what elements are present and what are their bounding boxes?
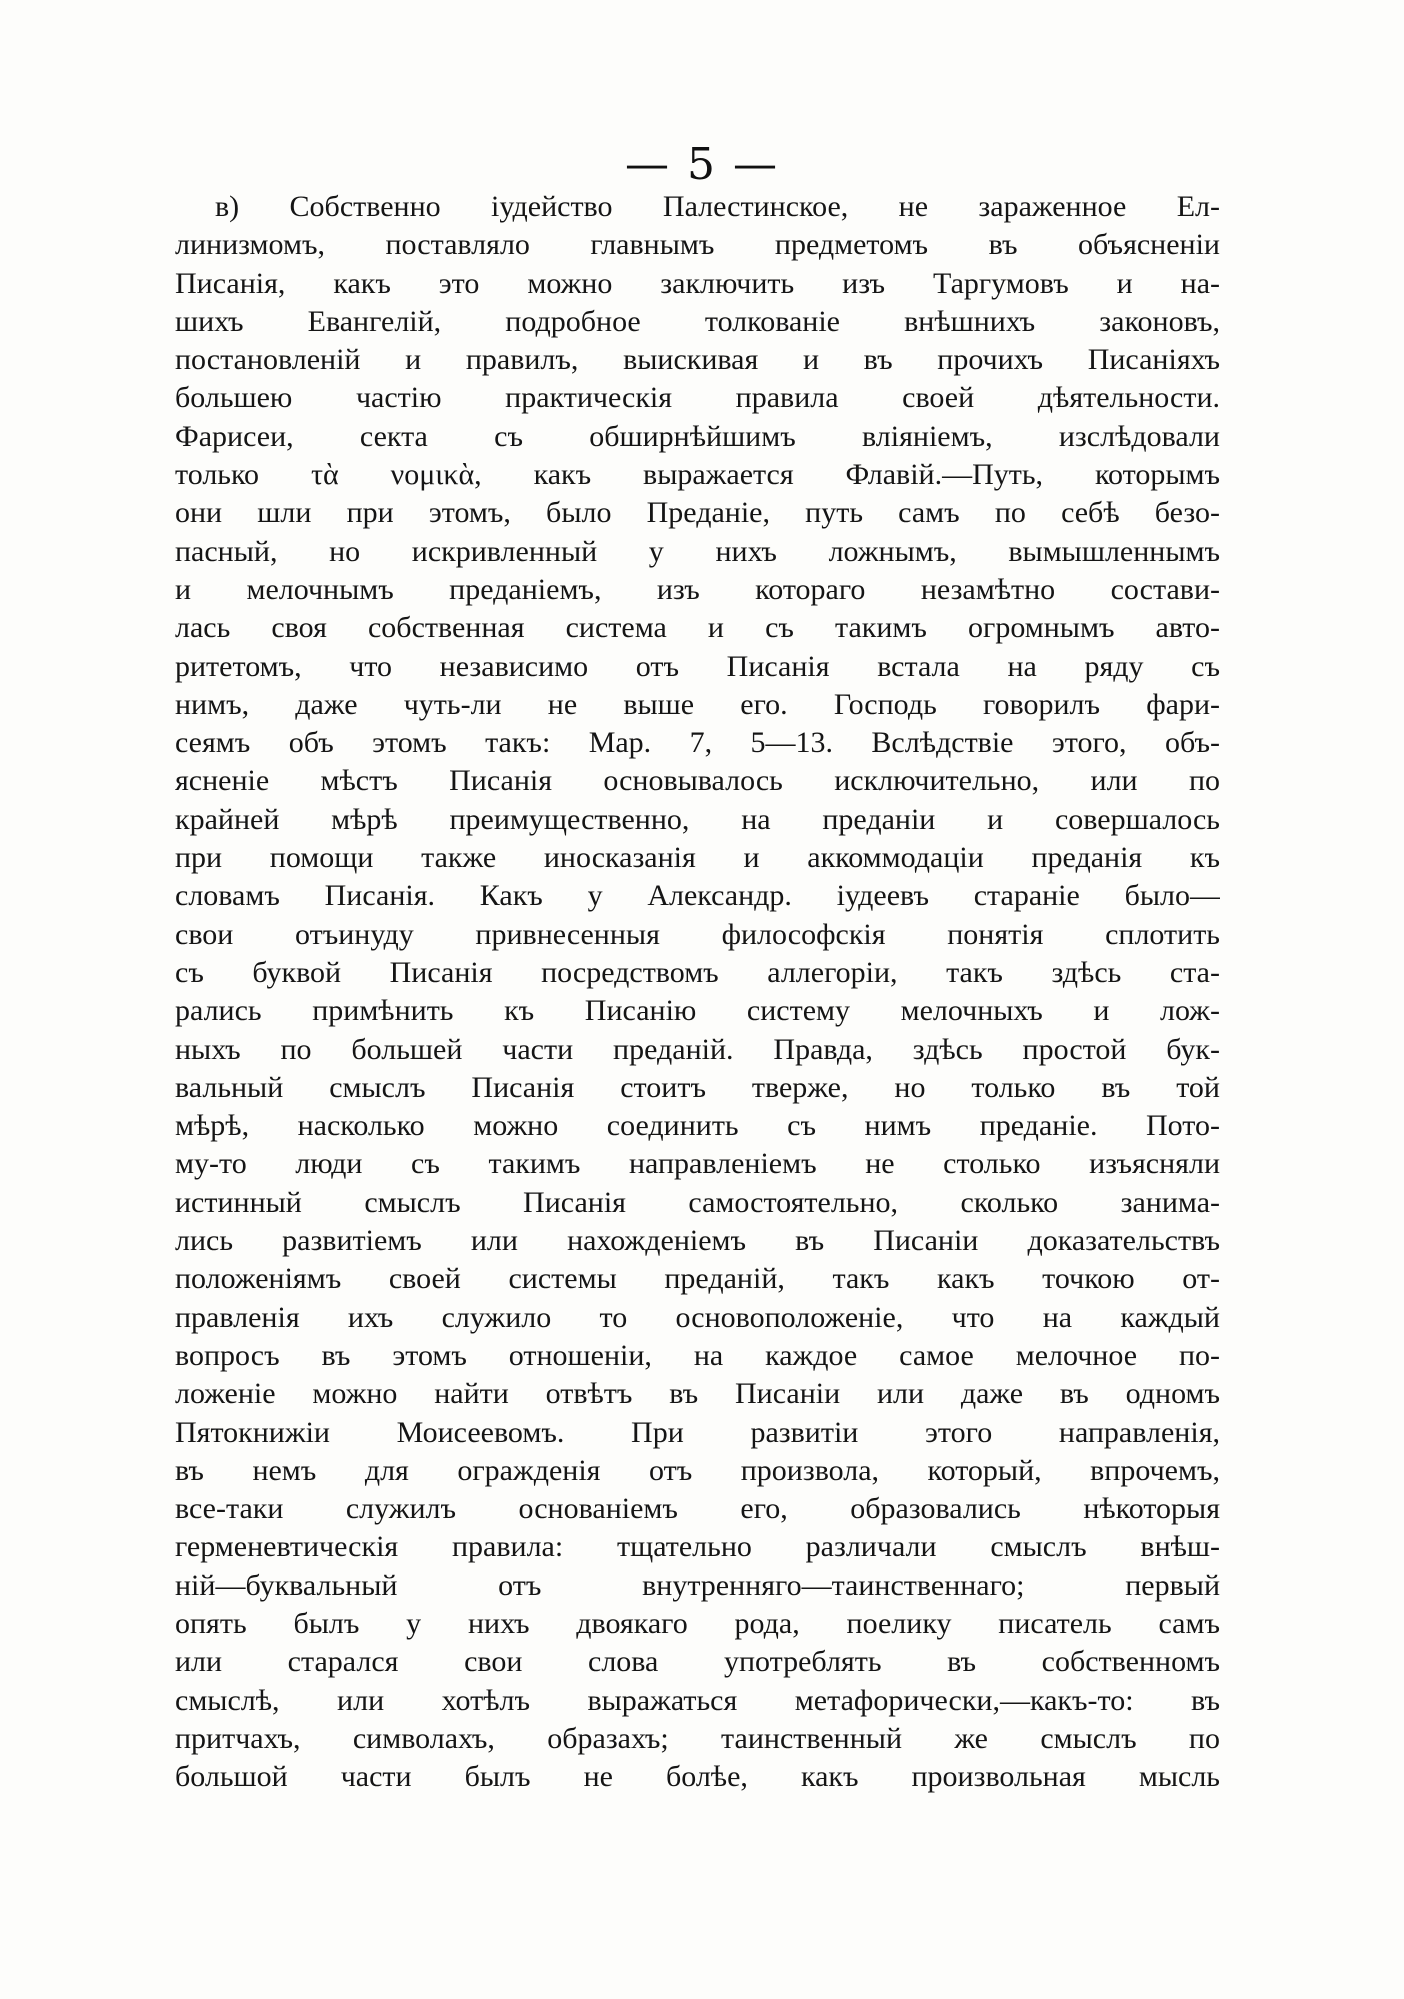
text-line: свои отъинуду привнесенныя философскія понятія сплотить — [175, 917, 1220, 951]
text-line: смыслѣ, или хотѣлъ выражаться метафорически,—какъ-то: въ — [175, 1683, 1220, 1717]
text-line: ритетомъ, что независимо отъ Писанія встала на ряду съ — [175, 649, 1220, 683]
text-line: при помощи также иносказанія и аккоммодаціи преданія къ — [175, 841, 1220, 875]
text-line: постановленій и правилъ, выискивая и въ прочихъ Писаніяхъ — [175, 343, 1220, 377]
body-text — [175, 188, 1220, 1796]
text-line: в) Собственно іудейство Палестинское, не зараженное Ел- — [215, 190, 1220, 223]
text-line: въ немъ для огражденія отъ произвола, который, впрочемъ, — [175, 1453, 1220, 1487]
text-line: нимъ, даже чуть-ли не выше его. Господь говорилъ фари- — [175, 687, 1220, 721]
text-line: му-то люди съ такимъ направленіемъ не столько изъясняли — [175, 1147, 1220, 1181]
text-line: ныхъ по большей части преданій. Правда, здѣсь простой бук- — [175, 1032, 1220, 1066]
text-line: ній—буквальный отъ внутренняго—таинственнаго; первый — [175, 1568, 1220, 1602]
text-line: съ буквой Писанія посредствомъ аллегоріи, такъ здѣсь ста- — [175, 955, 1220, 989]
text-line: Фарисеи, секта съ обширнѣйшимъ вліяніемъ, изслѣдовали — [175, 419, 1220, 453]
text-line: положеніямъ своей системы преданій, такъ какъ точкою от- — [175, 1262, 1220, 1296]
text-line: и мелочнымъ преданіемъ, изъ котораго незамѣтно состави- — [175, 572, 1220, 606]
text-line: притчахъ, символахъ, образахъ; таинственный же смыслъ по — [175, 1721, 1220, 1755]
text-line: ясненіе мѣстъ Писанія основывалось исключительно, или по — [175, 764, 1220, 798]
text-line: сеямъ объ этомъ такъ: Мар. 7, 5—13. Вслѣдствіе этого, объ- — [175, 726, 1220, 760]
text-line: словамъ Писанія. Какъ у Александр. іудеевъ стараніе было— — [175, 879, 1220, 913]
text-line: ложеніе можно найти отвѣтъ въ Писаніи или даже въ одномъ — [175, 1377, 1220, 1411]
text-line: вопросъ въ этомъ отношеніи, на каждое самое мелочное по- — [175, 1338, 1220, 1372]
text-line: правленія ихъ служило то основоположеніе, что на каждый — [175, 1300, 1220, 1334]
text-line: все-таки служилъ основаніемъ его, образовались нѣкоторыя — [175, 1492, 1220, 1526]
text-line: они шли при этомъ, было Преданіе, путь самъ по себѣ безо- — [175, 496, 1220, 530]
text-line: герменевтическія правила: тщательно различали смыслъ внѣш- — [175, 1530, 1220, 1564]
text-line: истинный смыслъ Писанія самостоятельно, сколько занима- — [175, 1185, 1220, 1219]
text-line: опять былъ у нихъ двоякаго рода, поелику писатель самъ — [175, 1606, 1220, 1640]
text-line: Писанія, какъ это можно заключить изъ Таргумовъ и на- — [175, 266, 1220, 300]
text-line: только τὰ νομικὰ, какъ выражается Флавій.—Путь, которымъ — [175, 458, 1220, 492]
text-line: мѣрѣ, насколько можно соединить съ нимъ преданіе. Пото- — [175, 1109, 1220, 1143]
text-line: линизмомъ, поставляло главнымъ предметомъ въ объясненіи — [175, 228, 1220, 262]
text-line: рались примѣнить къ Писанію систему мелочныхъ и лож- — [175, 994, 1220, 1028]
text-line: большею частію практическія правила своей дѣятельности. — [175, 381, 1220, 415]
text-line: шихъ Евангелій, подробное толкованіе внѣшнихъ законовъ, — [175, 304, 1220, 338]
text-line: лась своя собственная система и съ такимъ огромнымъ авто- — [175, 611, 1220, 645]
page-number: — 5 — — [625, 139, 779, 190]
text-line: пасный, но искривленный у нихъ ложнымъ, вымышленнымъ — [175, 534, 1220, 568]
text-line: вальный смыслъ Писанія стоитъ тверже, но только въ той — [175, 1070, 1220, 1104]
text-line: лись развитіемъ или нахожденіемъ въ Писаніи доказательствъ — [175, 1224, 1220, 1258]
text-line: или старался свои слова употреблять въ собственномъ — [175, 1645, 1220, 1679]
text-line: большой части былъ не болѣе, какъ произвольная мысль — [175, 1760, 1220, 1794]
text-line: Пятокнижіи Моисеевомъ. При развитіи этого направленія, — [175, 1415, 1220, 1449]
text-line: крайней мѣрѣ преимущественно, на преданіи и совершалось — [175, 802, 1220, 836]
